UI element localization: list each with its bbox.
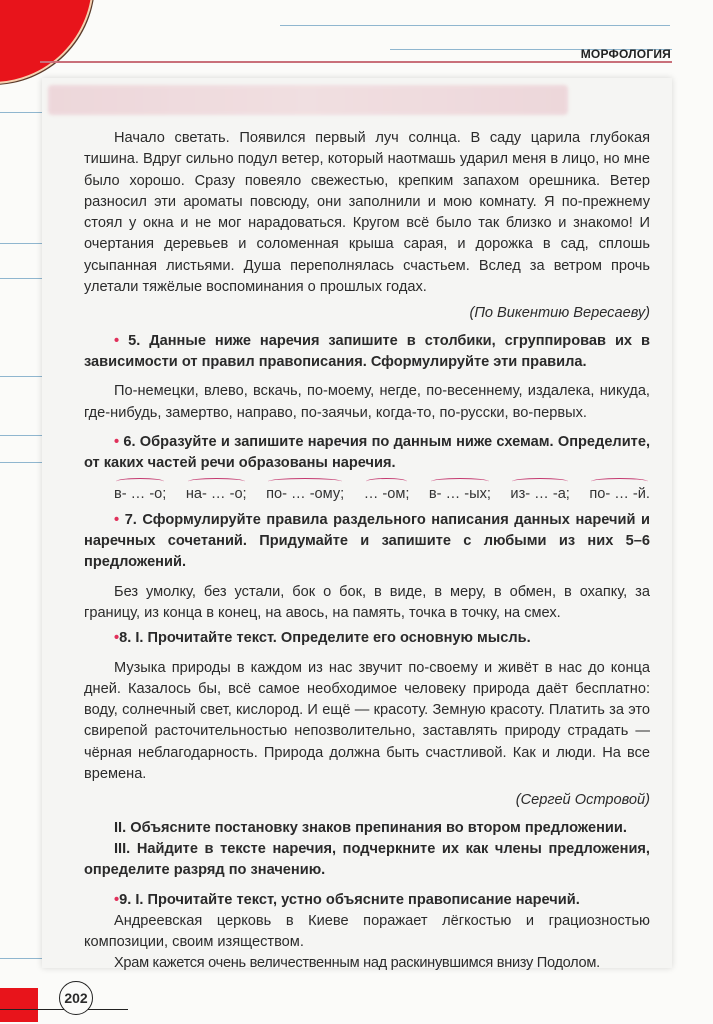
- scheme-item: на- … -о;: [186, 484, 247, 505]
- bullet-icon: •: [114, 891, 120, 908]
- panel-banner: [48, 85, 568, 115]
- task-8-part-2: II. Объясните постановку знаков препинания во втором предложении.: [114, 819, 627, 836]
- scheme-item: в- … -ых;: [429, 484, 491, 505]
- section-title: МОРФОЛОГИЯ: [580, 47, 671, 61]
- text-source: (По Викентию Вересаеву): [469, 305, 650, 322]
- header-rule: [280, 25, 670, 26]
- margin-rule: [0, 462, 42, 463]
- scheme-item: из- … -а;: [510, 484, 569, 505]
- scheme-item: по- … -ому;: [266, 484, 344, 505]
- text-source: (Сергей Островой): [515, 792, 650, 809]
- scheme-item: в- … -о;: [114, 484, 166, 505]
- header-rule-red: [40, 61, 672, 63]
- corner-decoration: [0, 0, 94, 84]
- reading-text: Начало светать. Появился первый луч солнца. В саду царила глубокая тишина. Вдруг сильно подул ветер, который наотмашь ударил меня в лицо, но мне было хорошо. Сразу повеяло свежестью, крепким запахом орешника. Ветер разносил эти ароматы повсюду, они заполнили и мою комнату. Я по-прежнему стоял у окна и не мог нарадоваться. Кругом всё было так близко и знакомо! И очертания деревьев и соломенная крыша сарая, и дорожка в сад, сплошь усыпанная листьями. Душа переполнялась счастьем. Вслед за ветром прочь улетали тяжёлые воспоминания о прошлых годах.: [84, 130, 650, 296]
- bullet-icon: •: [114, 433, 120, 450]
- task-8-title: •8. I. Прочитайте текст. Определите его основную мысль.: [114, 630, 531, 647]
- margin-rule: [0, 376, 42, 377]
- scheme-item: … -ом;: [364, 484, 410, 505]
- bullet-icon: •: [114, 332, 120, 349]
- page-content: [84, 128, 650, 975]
- scheme-item: по- … -й.: [589, 484, 650, 505]
- task-5-words: По-немецки, влево, вскачь, по-моему, негде, по-весеннему, издалека, никуда, где-нибудь, замертво, направо, по-заячьи, когда-то, по-русски, во-первых.: [84, 383, 650, 421]
- bullet-icon: •: [114, 511, 120, 528]
- task-5-title: • 5. Данные ниже наречия запишите в столбики, сгруппировав их в зависимости от правил правописания. Сформулируйте эти правила.: [84, 332, 650, 370]
- task-9-text: Андреевская церковь в Киеве поражает лёгкостью и грациозностью композиции, своим изяществом.: [84, 912, 650, 951]
- margin-rule: [0, 243, 42, 244]
- task-8-text: Музыка природы в каждом из нас звучит по-своему и живёт в нас до конца дней. Казалось бы, всё самое необходимое человеку природа даёт бесплатно: воду, солнечный свет, кислород. И ещё — красоту. Земную красоту. Платить за это свирепой расточительностью непозволительно, заставлять природу страдать — чёрная неблагодарность. Природа должна быть счастливой. Как и люди. На все времена.: [84, 659, 650, 783]
- task-7-words: Без умолку, без устали, бок о бок, в виде, в меру, в обмен, в охапку, за границу, из конца в конец, на авось, на память, точка в точку, на смех.: [84, 583, 650, 621]
- bullet-icon: •: [114, 630, 120, 647]
- footer-red-bar: [0, 988, 38, 1022]
- margin-rule: [0, 958, 42, 959]
- task-9-title: •9. I. Прочитайте текст, устно объясните правописание наречий.: [114, 891, 580, 908]
- margin-rule: [0, 278, 42, 279]
- task-8-part-3: III. Найдите в тексте наречия, подчеркните их как члены предложения, определите разряд по значению.: [84, 840, 650, 879]
- task-7-title: • 7. Сформулируйте правила раздельного написания данных наречий и наречных сочетаний. Придумайте и запишите с любыми из них 5–6 предложений.: [84, 511, 651, 571]
- task-9-text-2: Храм кажется очень величественным над раскинувшимся внизу Подолом.: [114, 955, 600, 972]
- margin-rule: [0, 435, 42, 436]
- page-number: 202: [59, 981, 93, 1015]
- task-6-title: • 6. Образуйте и запишите наречия по данным ниже схемам. Определите, от каких частей речи образованы наречия.: [84, 433, 650, 472]
- word-scheme: [114, 474, 650, 505]
- margin-rule: [0, 112, 42, 113]
